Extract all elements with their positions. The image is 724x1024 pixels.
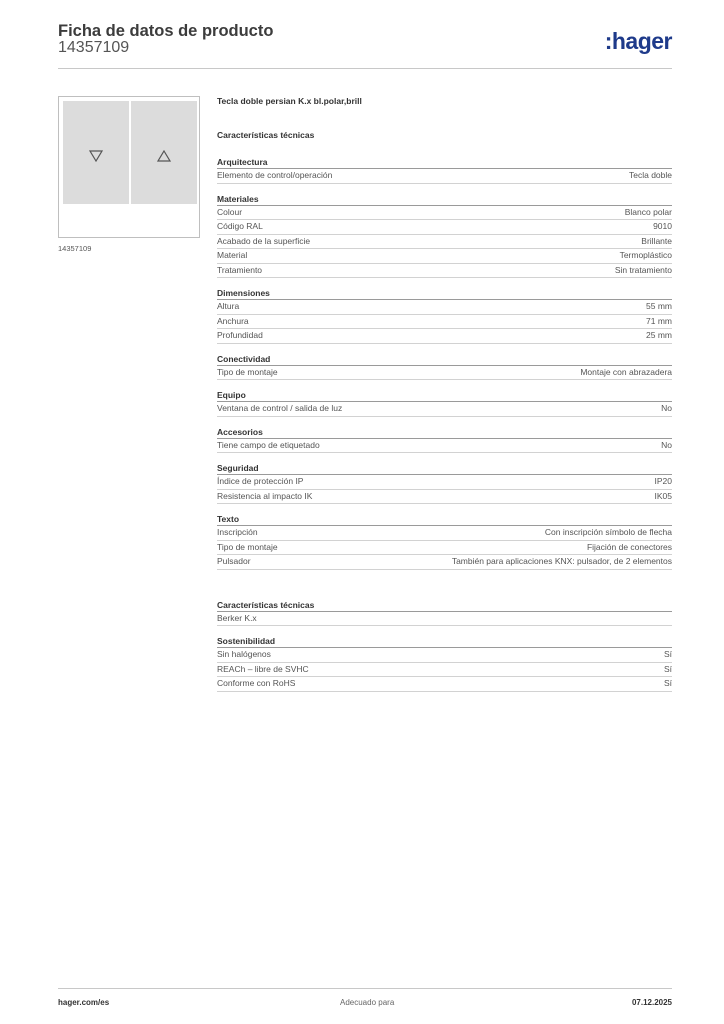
- group-title: Sostenibilidad: [217, 635, 672, 648]
- spec-value: 25 mm: [646, 330, 672, 340]
- spec-row: [217, 206, 672, 221]
- spec-label: Colour: [217, 206, 243, 217]
- spec-row: [217, 663, 672, 678]
- spec-label: Tipo de montaje: [217, 541, 278, 552]
- footer-divider: [58, 988, 672, 989]
- group-title: Accesorios: [217, 426, 672, 439]
- spec-row: [217, 315, 672, 330]
- spec-label: Material: [217, 250, 248, 260]
- spec-row: [217, 249, 672, 264]
- spec-row: [217, 366, 672, 381]
- spec-label: Código RAL: [217, 221, 263, 231]
- spec-value: Sí: [663, 678, 672, 688]
- spec-row: [217, 475, 672, 490]
- spec-label: Profundidad: [217, 330, 263, 340]
- spec-label: Resistencia al impacto IK: [217, 490, 313, 501]
- spec-label: Pulsador: [217, 556, 251, 566]
- group-title: Materiales: [217, 193, 672, 206]
- spec-label: Elemento de control/operación: [217, 170, 333, 180]
- spec-group: [217, 156, 672, 184]
- spec-label: Ventana de control / salida de luz: [217, 403, 343, 413]
- spec-row: [217, 220, 672, 235]
- footer-suitability: Adecuado para: [340, 998, 395, 1007]
- arrow-up-icon: [157, 150, 171, 162]
- spec-group: [217, 599, 672, 627]
- spec-label: Inscripción: [217, 527, 258, 537]
- spec-label: Altura: [217, 301, 240, 311]
- key-left: [63, 101, 129, 204]
- spec-row: [217, 526, 672, 541]
- product-number: 14357109: [58, 39, 130, 56]
- spec-value: Sin tratamiento: [614, 264, 672, 275]
- spec-label: Tiene campo de etiquetado: [217, 439, 320, 450]
- spec-value: 55 mm: [646, 301, 672, 311]
- hager-logo: :hager: [604, 28, 672, 54]
- image-caption: 14357109: [58, 244, 92, 253]
- spec-groups: [217, 156, 672, 570]
- header-divider: [58, 68, 672, 69]
- spec-label: Tipo de montaje: [217, 366, 278, 377]
- spec-row: [217, 264, 672, 279]
- group-title: Características técnicas: [217, 599, 672, 612]
- section-heading: Características técnicas: [217, 130, 315, 140]
- spec-row: [217, 169, 672, 184]
- group-title: Conectividad: [217, 353, 672, 366]
- spec-value: Termoplástico: [619, 250, 672, 260]
- spec-value: Sí: [663, 663, 672, 674]
- spec-label: Índice de protección IP: [217, 476, 304, 486]
- spec-label: Acabado de la superficie: [217, 235, 311, 246]
- page-title: Ficha de datos de producto: [58, 22, 274, 40]
- spec-value: Con inscripción símbolo de flecha: [544, 527, 672, 537]
- spec-group: [217, 287, 672, 344]
- spec-value: IP20: [654, 476, 672, 486]
- spec-value: Montaje con abrazadera: [580, 366, 672, 377]
- spec-row: [217, 439, 672, 454]
- group-title: Texto: [217, 513, 672, 526]
- product-title: Tecla doble persian K.x bl.polar,brill: [217, 96, 362, 106]
- spec-row: [217, 648, 672, 663]
- spec-label: Sin halógenos: [217, 649, 271, 659]
- spec-group: [217, 353, 672, 381]
- spec-value: 9010: [653, 221, 672, 231]
- spec-label: Berker K.x: [217, 612, 257, 623]
- group-title: Seguridad: [217, 462, 672, 475]
- spec-value: Tecla doble: [628, 170, 672, 180]
- group-title: Equipo: [217, 389, 672, 402]
- spec-row: [217, 402, 672, 417]
- footer-date: 07.12.2025: [631, 998, 672, 1007]
- spec-row: [217, 612, 672, 627]
- spec-row: [217, 541, 672, 556]
- spec-group: [217, 513, 672, 570]
- spec-value: No: [661, 403, 672, 413]
- footer-website: hager.com/es: [58, 998, 110, 1007]
- spec-value: IK05: [654, 490, 672, 501]
- spec-label: Anchura: [217, 315, 249, 326]
- spec-value: 71 mm: [646, 315, 672, 326]
- spec-label: Conforme con RoHS: [217, 678, 296, 688]
- spec-row: [217, 490, 672, 505]
- spec-value: Blanco polar: [624, 206, 672, 217]
- spec-content: [217, 96, 672, 701]
- spec-row: [217, 677, 672, 692]
- spec-value: También para aplicaciones KNX: pulsador, de 2 elementos: [451, 556, 672, 566]
- spec-group: [217, 389, 672, 417]
- arrow-down-icon: [89, 150, 103, 162]
- spec-group: [217, 462, 672, 504]
- spec-row: [217, 235, 672, 250]
- spacer: [217, 579, 672, 599]
- spec-value: Brillante: [641, 235, 672, 246]
- spec-value: No: [661, 439, 672, 450]
- spec-group: [217, 635, 672, 692]
- spec-groups-bottom: [217, 599, 672, 692]
- key-right: [131, 101, 197, 204]
- group-title: Dimensiones: [217, 287, 672, 300]
- spec-row: [217, 300, 672, 315]
- spec-label: Tratamiento: [217, 264, 263, 275]
- spec-value: Fijación de conectores: [586, 541, 672, 552]
- spec-group: [217, 193, 672, 279]
- spec-group: [217, 426, 672, 454]
- spec-label: REACh – libre de SVHC: [217, 663, 309, 674]
- spec-row: [217, 329, 672, 344]
- spec-row: [217, 555, 672, 570]
- spec-value: Sí: [663, 649, 672, 659]
- product-image: [58, 96, 200, 238]
- group-title: Arquitectura: [217, 156, 672, 169]
